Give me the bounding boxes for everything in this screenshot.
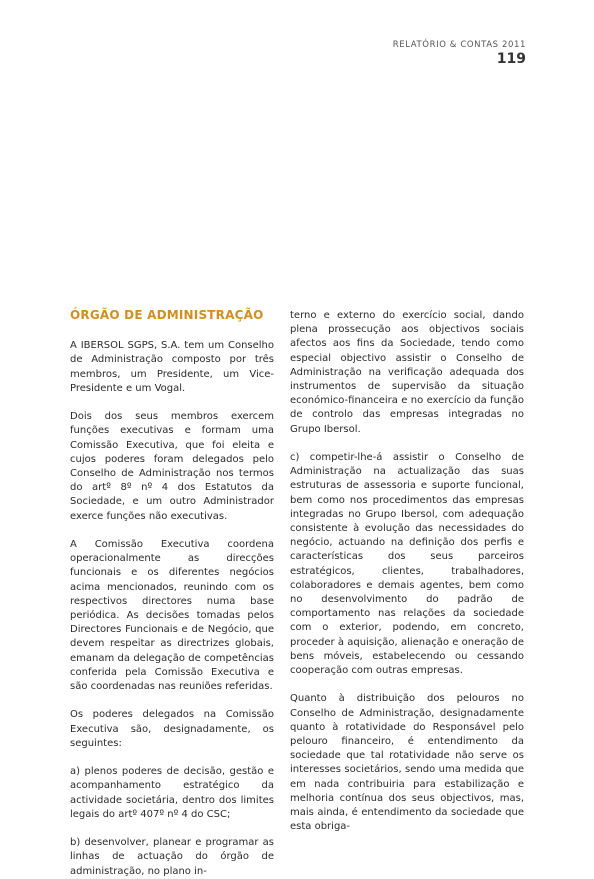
paragraph-power-c: c) competir-lhe-á assistir o Conselho de Administração na actualização das suas estruturas de assessoria e suporte funcional, bem como nos procedimentos das empresas integradas no Grupo Ibersol, com adequação consistente à evolução das necessidades do negócio, actuando na definição dos perfis e características dos seus parceiros estratégicos, clientes, trabalhadores, colaboradores e demais agentes, bem como no desenvolvimento do padrão de comportamento nas relações da sociedade com o exterior, podendo, em concreto, proceder à aquisição, alienação e oneração de bens móveis, estabelecendo ou cessando cooperação com outras empresas. bbox=[290, 452, 524, 677]
paragraph-board-composition: A IBERSOL SGPS, S.A. tem um Conselho de Administração composto por três membros, um Presidente, um Vice-Presidente e um Vogal. bbox=[70, 340, 274, 394]
paragraph-power-b-continued: terno e externo do exercício social, dando plena prossecução aos objectivos sociais afectos aos fins da Sociedade, tendo como especial objectivo assistir o Conselho de Administração na verificação adequada dos instrumentos de supervisão da situação económico-financeira e no exercício da função de controlo das empresas integradas no Grupo Ibersol. bbox=[290, 310, 524, 435]
page-number: 119 bbox=[496, 51, 526, 67]
paragraph-executive-members: Dois dos seus membros exercem funções executivas e formam uma Comissão Executiva, que foi eleita e cujos poderes foram delegados pelo Conselho de Administração nos termos do artº 8º nº 4 dos Estatutos da Sociedade, e um outro Administrador exerce funções não executivas. bbox=[70, 411, 274, 522]
section-title: ÓRGÃO DE ADMINISTRAÇÃO bbox=[70, 308, 264, 322]
paragraph-power-b: b) desenvolver, planear e programar as linhas de actuação do órgão de administração, no plano in- bbox=[70, 837, 274, 877]
left-column bbox=[70, 308, 274, 879]
paragraph-executive-committee: A Comissão Executiva coordena operacionalmente as direcções funcionais e os diferentes negócios acima mencionados, reunindo com os respectivos directores numa base periódica. As decisões tomadas pelos Directores Funcionais e de Negócio, que devem respeitar as directrizes globais, emanam da delegação de competências conferida pela Comissão Executiva e são coordenadas nas reuniões referidas. bbox=[70, 539, 274, 693]
paragraph-rotation: Quanto à distribuição dos pelouros no Conselho de Administração, designadamente quanto à rotatividade do Responsável pelo pelouro financeiro, é entendimento da sociedade que tal rotatividade não serve os interesses societários, sendo uma medida que em nada contribuiria para estabilização e melhoria contínua dos seus objectivos, mas, mais ainda, é entendimento da sociedade que esta obriga- bbox=[290, 693, 524, 833]
paragraph-delegated-powers-intro: Os poderes delegados na Comissão Executiva são, designadamente, os seguintes: bbox=[70, 709, 274, 749]
paragraph-power-a: a) plenos poderes de decisão, gestão e acompanhamento estratégico da actividade societária, dentro dos limites legais do artº 407º nº 4 do CSC; bbox=[70, 766, 274, 820]
right-column bbox=[290, 309, 524, 834]
report-header-title: RELATÓRIO & CONTAS 2011 bbox=[392, 40, 526, 50]
